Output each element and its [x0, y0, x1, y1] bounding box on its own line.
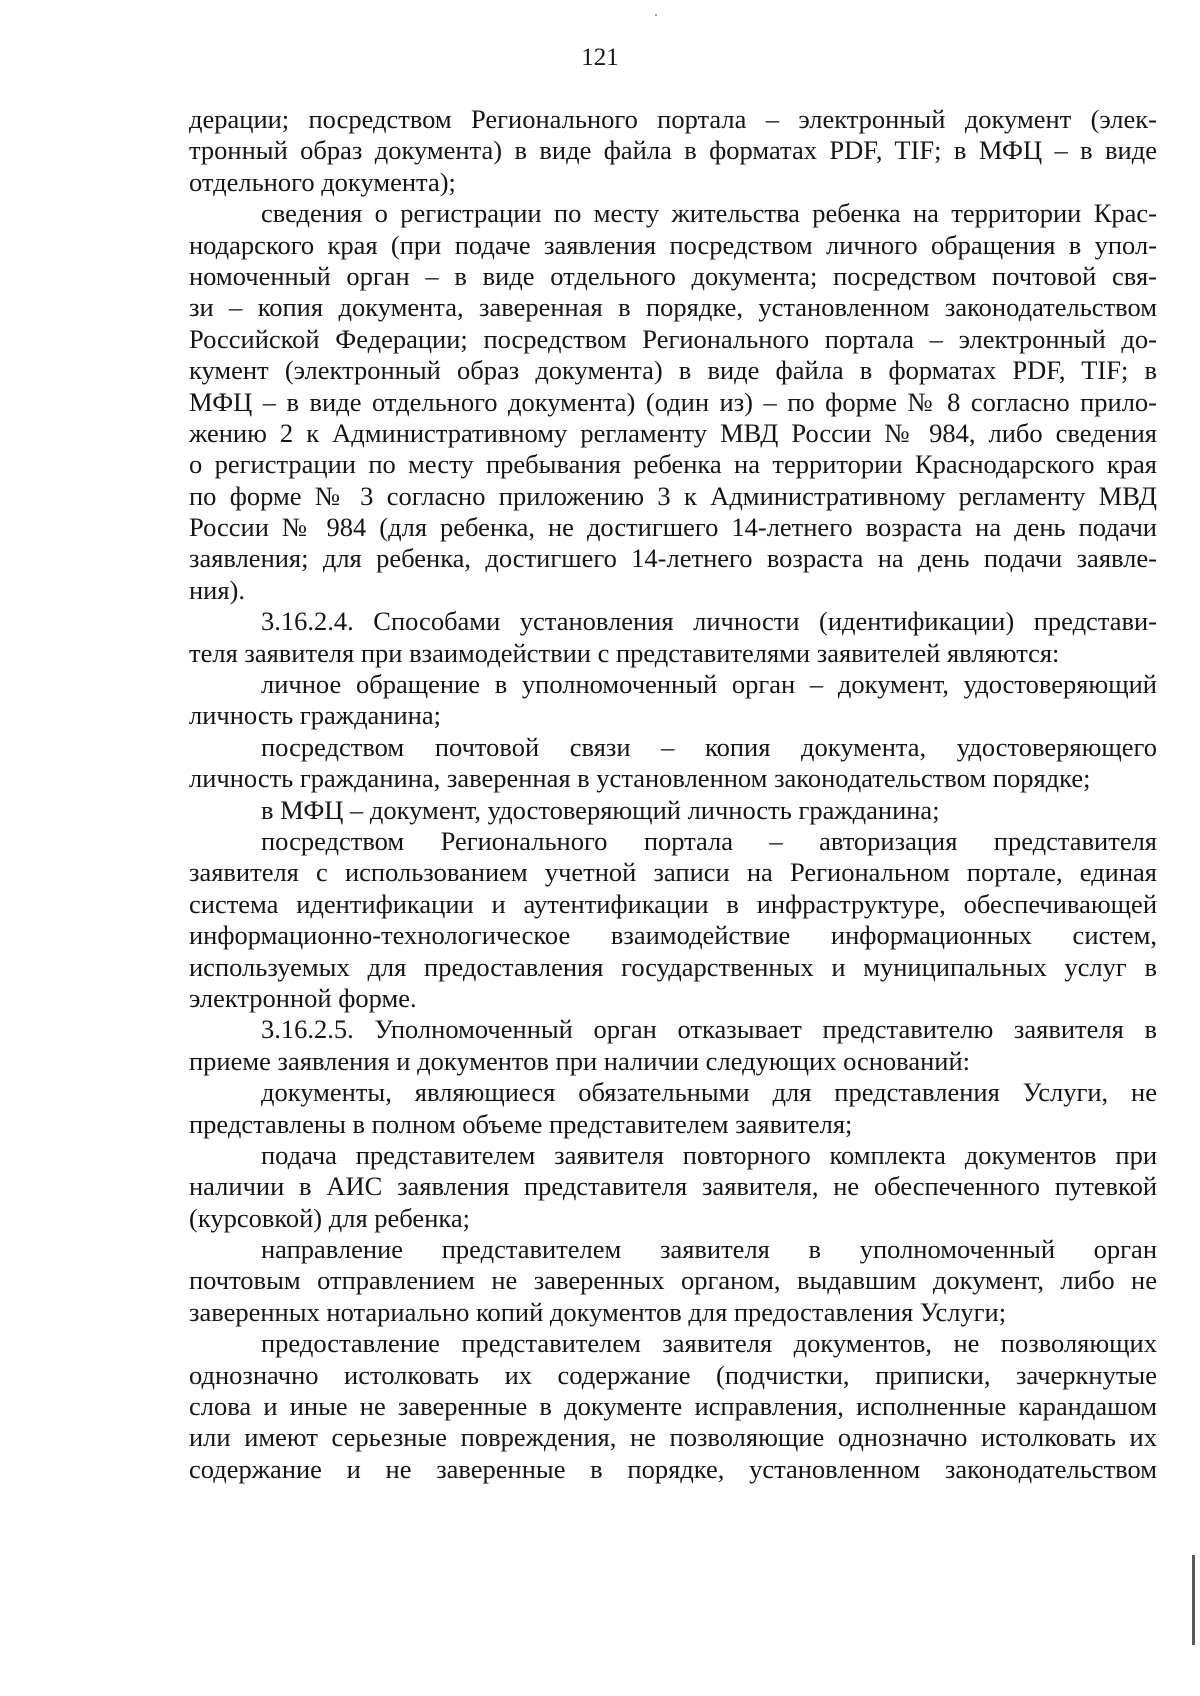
text-line: сведения о регистрации по месту жительства ребенка на территории Крас-: [261, 198, 1157, 229]
paragraph: [189, 1234, 1157, 1328]
text-line: в МФЦ – документ, удостоверяющий личность гражданина;: [261, 794, 940, 825]
text-line: заявителя с использованием учетной записи на Региональном портале, единая: [189, 857, 1157, 888]
text-line: заявления; для ребенка, достигшего 14-летнего возраста на день подачи заявле-: [189, 543, 1157, 574]
paragraph: [189, 104, 1157, 198]
text-line: посредством почтовой связи – копия документа, удостоверяющего: [261, 731, 1157, 762]
text-line: (курсовкой) для ребенка;: [189, 1202, 470, 1233]
text-line: тронный образ документа) в виде файла в форматах PDF, TIF; в МФЦ – в виде: [189, 135, 1157, 166]
paragraph: [189, 1328, 1157, 1485]
text-line: дерации; посредством Регионального портала – электронный документ (элек-: [189, 104, 1157, 134]
paragraph: [189, 795, 1157, 826]
paragraph: [189, 669, 1157, 732]
paragraph: [189, 1077, 1157, 1140]
text-line: заверенных нотариально копий документов для предоставления Услуги;: [189, 1296, 1007, 1327]
text-line: или имеют серьезные повреждения, не позволяющие однозначно истолковать их: [189, 1422, 1157, 1453]
text-line: 3.16.2.5. Уполномоченный орган отказывает представителю заявителя в: [261, 1014, 1157, 1045]
document-body: [189, 104, 1157, 1485]
text-line: почтовым отправлением не заверенных органом, выдавшим документ, либо не: [189, 1265, 1157, 1296]
paragraph: [189, 1140, 1157, 1234]
text-line: России № 984 (для ребенка, не достигшего 14-летнего возраста на день подачи: [189, 512, 1157, 543]
text-line: кумент (электронный образ документа) в виде файла в форматах PDF, TIF; в: [189, 355, 1157, 386]
text-line: система идентификации и аутентификации в инфраструктуре, обеспечивающей: [189, 888, 1157, 919]
text-line: слова и иные не заверенные в документе исправления, исполненные карандашом: [189, 1391, 1157, 1422]
text-line: о регистрации по месту пребывания ребенка на территории Краснодарского края: [189, 449, 1157, 480]
text-line: направление представителем заявителя в уполномоченный орган: [261, 1234, 1157, 1265]
paragraph: [189, 1014, 1157, 1077]
text-line: приеме заявления и документов при наличии следующих оснований:: [189, 1045, 971, 1076]
text-line: теля заявителя при взаимодействии с представителями заявителей являются:: [189, 637, 1060, 668]
text-line: 3.16.2.4. Способами установления личности (идентификации) представи-: [261, 606, 1157, 637]
paragraph: [189, 606, 1157, 669]
scan-edge-mark: [1192, 1555, 1195, 1645]
text-line: содержание и не заверенные в порядке, установленном законодательством: [189, 1453, 1157, 1484]
text-line: личность гражданина;: [189, 700, 441, 731]
scan-speck: [655, 14, 657, 16]
text-line: по форме № 3 согласно приложению 3 к Административному регламенту МВД: [189, 480, 1157, 511]
text-line: предоставление представителем заявителя документов, не позволяющих: [261, 1328, 1157, 1359]
text-line: номоченный орган – в виде отдельного документа; посредством почтовой свя-: [189, 260, 1157, 291]
text-line: посредством Регионального портала – авторизация представителя: [261, 825, 1157, 856]
text-line: используемых для предоставления государственных и муниципальных услуг в: [189, 951, 1157, 982]
text-line: информационно-технологическое взаимодействие информационных систем,: [189, 920, 1157, 951]
text-line: документы, являющиеся обязательными для представления Услуги, не: [261, 1077, 1157, 1108]
text-line: жению 2 к Административному регламенту МВД России № 984, либо сведения: [189, 417, 1157, 448]
text-line: личное обращение в уполномоченный орган – документ, удостоверяющий: [261, 669, 1157, 700]
paragraph: [189, 198, 1157, 606]
text-line: представлены в полном объеме представителем заявителя;: [189, 1108, 853, 1139]
page-number: 121: [581, 44, 619, 71]
text-line: однозначно истолковать их содержание (подчистки, приписки, зачеркнутые: [189, 1359, 1157, 1390]
text-line: электронной форме.: [189, 982, 417, 1013]
text-line: отдельного документа);: [189, 166, 456, 197]
text-line: нодарского края (при подаче заявления посредством личного обращения в упол-: [189, 229, 1157, 260]
paragraph: [189, 826, 1157, 1014]
text-line: Российской Федерации; посредством Регионального портала – электронный до-: [189, 323, 1157, 354]
text-line: зи – копия документа, заверенная в порядке, установленном законодательством: [189, 292, 1157, 323]
text-line: личность гражданина, заверенная в установленном законодательством порядке;: [189, 763, 1091, 794]
text-line: наличии в АИС заявления представителя заявителя, не обеспеченного путевкой: [189, 1171, 1157, 1202]
text-line: подача представителем заявителя повторного комплекта документов при: [261, 1139, 1157, 1170]
text-line: МФЦ – в виде отдельного документа) (один из) – по форме № 8 согласно прило-: [189, 386, 1157, 417]
text-line: ния).: [189, 574, 246, 605]
paragraph: [189, 732, 1157, 795]
